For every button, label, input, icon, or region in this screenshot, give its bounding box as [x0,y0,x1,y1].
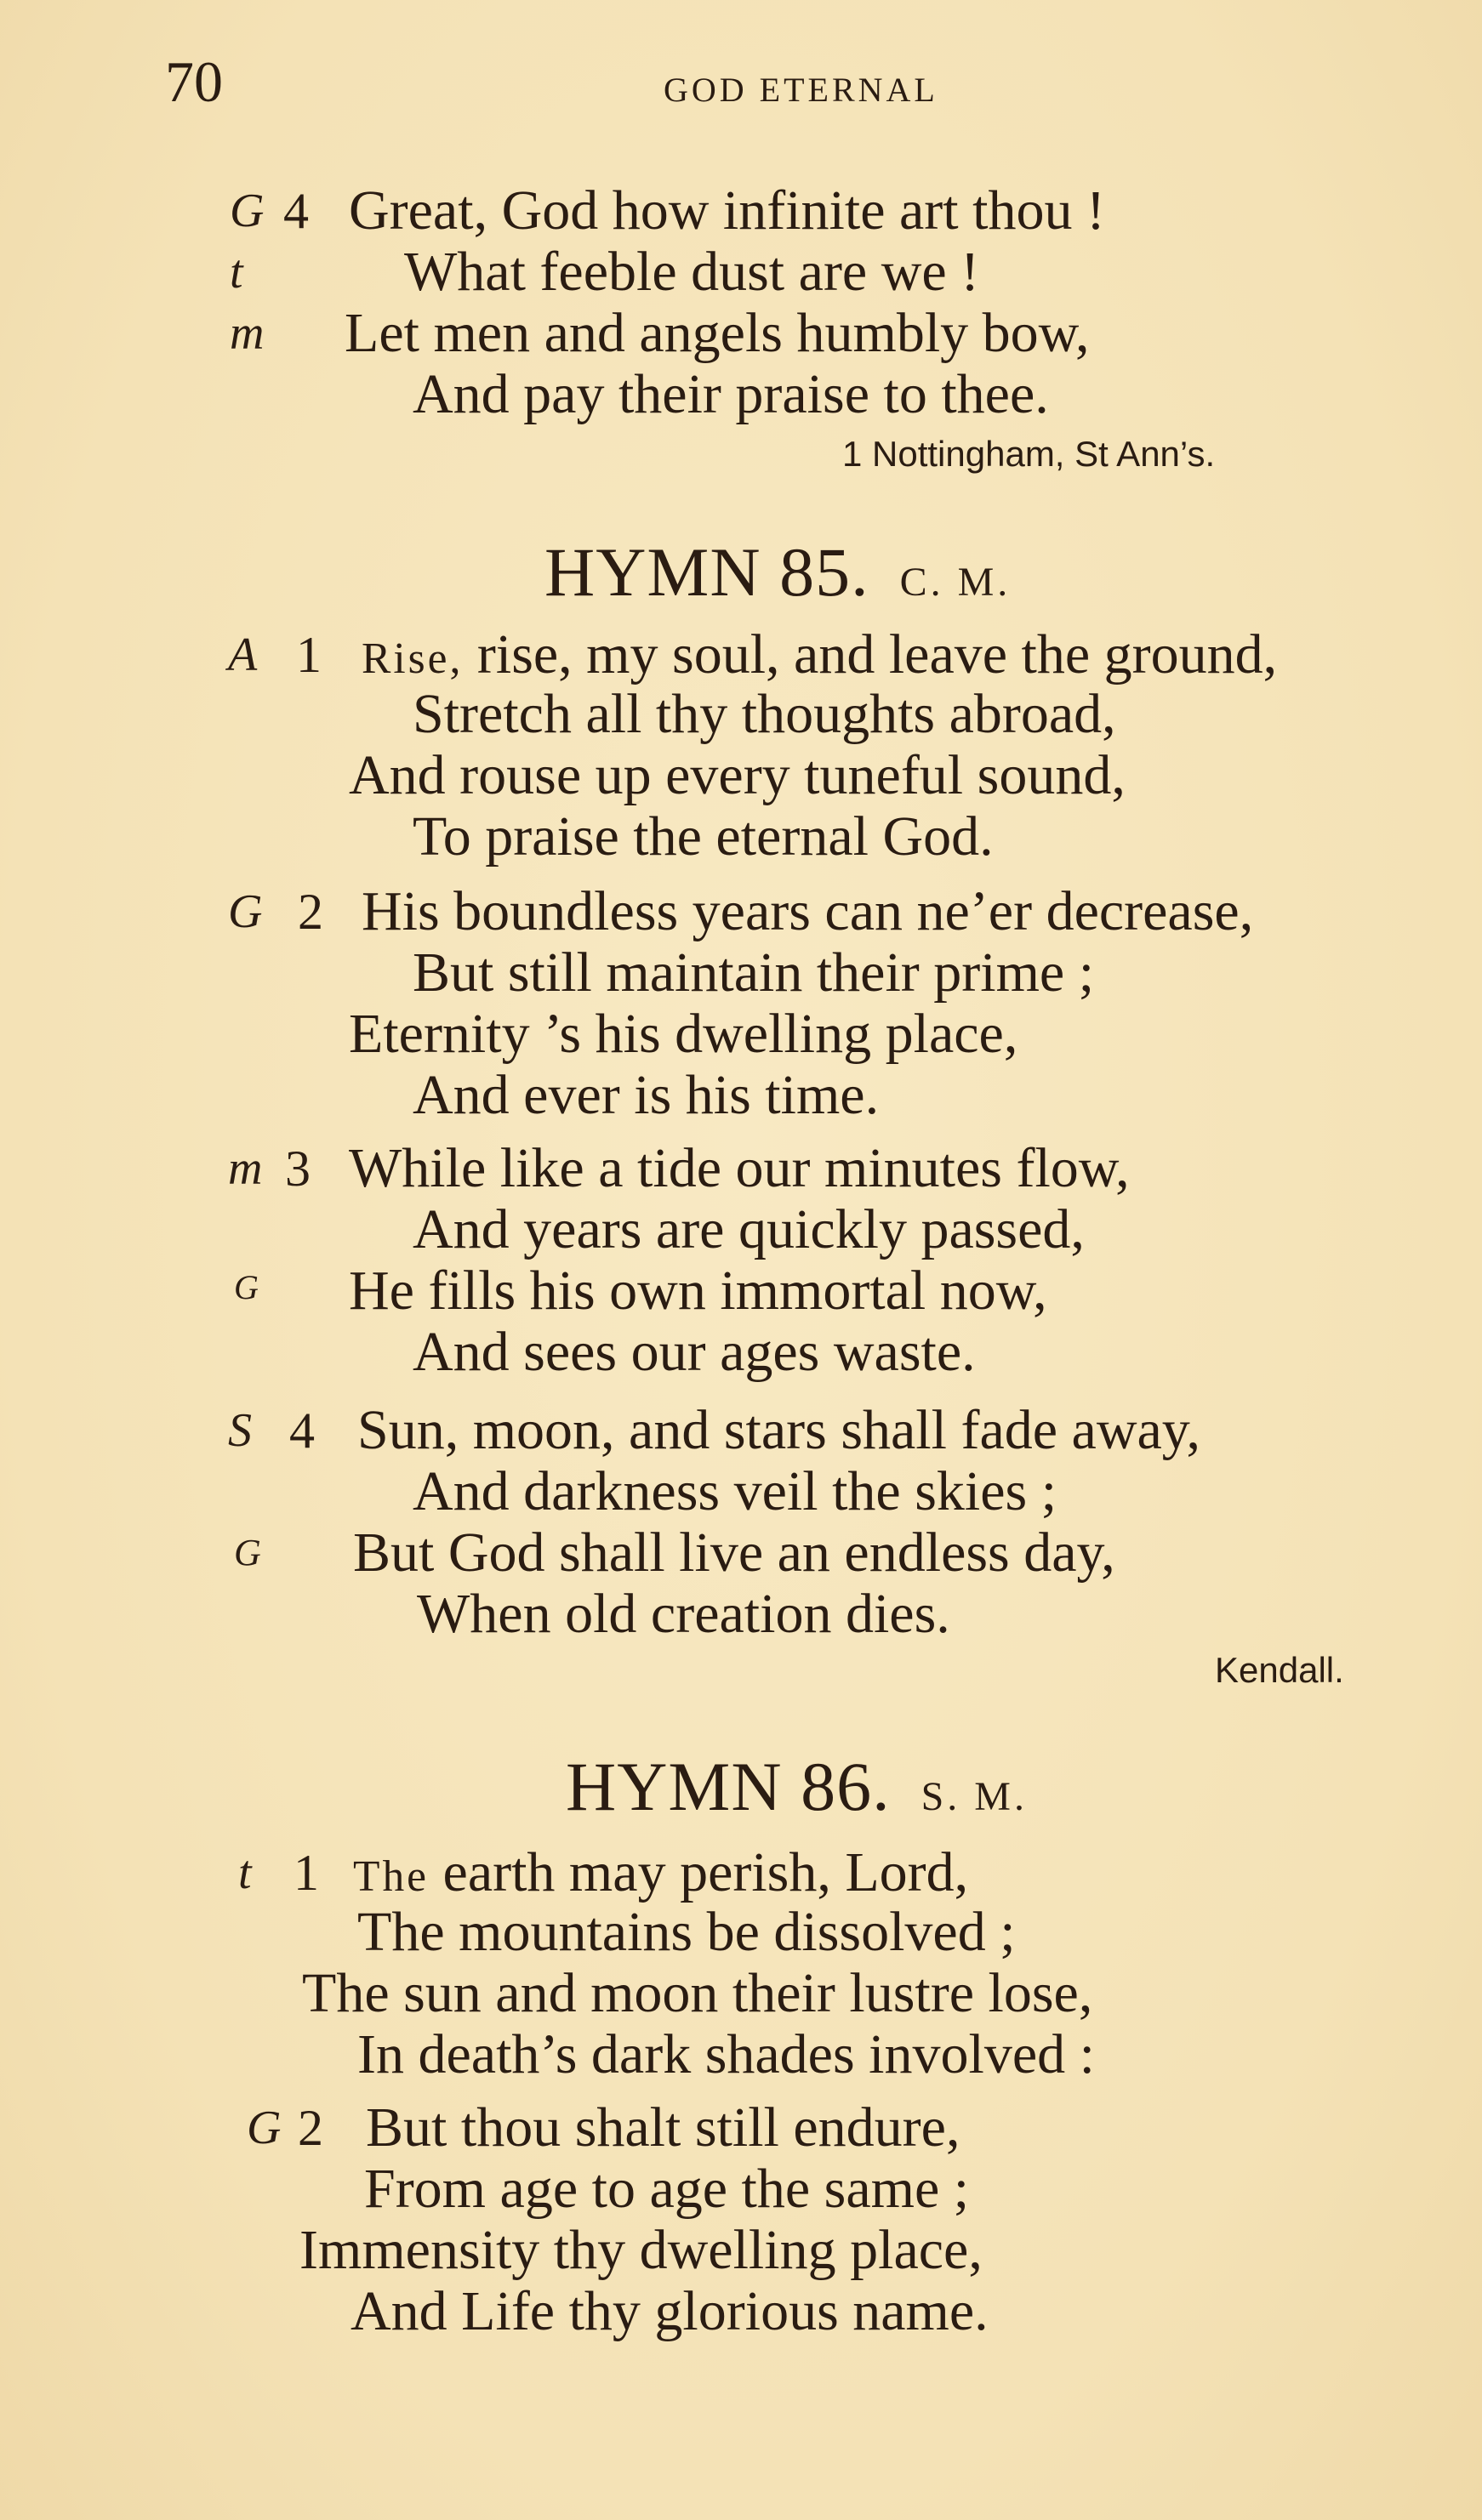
verse-line: Eternity ’s his dwelling place, [349,1003,1018,1065]
performance-mark: G [234,1268,259,1306]
performance-mark: t [238,1846,252,1899]
page-header [0,49,1482,121]
performance-mark: G [247,2102,282,2154]
performance-mark: G [228,885,263,938]
hymn-number: HYMN 85. [544,533,869,611]
verse-line: Great, God how infinite art thou ! [349,179,1105,242]
verse-line: What feeble dust are we ! [404,241,980,303]
performance-mark: S [228,1404,252,1457]
verse-line: The sun and moon their lustre lose, [302,1962,1093,2024]
verse-line: And ever is his time. [413,1064,880,1126]
verse-line: Immensity thy dwelling place, [299,2219,983,2281]
verse-line: But still maintain their prime ; [413,941,1095,1004]
verse-line: While like a tide our minutes flow, [349,1137,1130,1199]
hymn-meter: S. M. [921,1774,1028,1819]
verse-line: And Life thy glorious name. [351,2280,989,2342]
performance-mark: G [230,185,265,237]
hymn-meter: C. M. [899,560,1012,605]
verse-line [353,1842,968,1908]
verse-line: And pay their praise to thee. [413,363,1049,425]
stanza-number: 2 [298,2100,323,2156]
performance-mark: t [230,246,243,299]
verse-line: And years are quickly passed, [413,1198,1085,1260]
performance-mark: m [230,307,265,360]
verse-line: From age to age the same ; [364,2158,970,2220]
verse-line [362,624,1277,690]
stanza-number: 4 [289,1402,315,1459]
verse-line: And sees our ages waste. [413,1321,976,1383]
verse-line: Stretch all thy thoughts abroad, [413,683,1116,745]
stanza-number: 4 [283,183,309,239]
verse-line: But thou shalt still endure, [366,2096,960,2159]
verse-line: Let men and angels humbly bow, [345,302,1090,364]
verse-line: The mountains be dissolved ; [357,1901,1016,1963]
verse-line-rest: rise, my soul, and leave the ground, [463,623,1278,685]
initial-word: Rise, [362,634,464,683]
performance-mark: G [234,1532,261,1573]
tune-name: Kendall. [1215,1650,1344,1690]
stanza-number: 1 [294,1845,319,1901]
verse-line: And rouse up every tuneful sound, [349,744,1126,806]
performance-mark: m [228,1142,263,1195]
hymn-title [566,1749,1028,1835]
verse-line: And darkness veil the skies ; [413,1460,1057,1522]
tune-name: 1 Nottingham, St Ann’s. [842,434,1216,474]
verse-line: To praise the eternal God. [413,805,994,867]
running-title: GOD ETERNAL [664,71,938,109]
hymn-number: HYMN 86. [566,1748,891,1825]
verse-line: He fills his own immortal now, [349,1260,1047,1322]
verse-line: His boundless years can ne’er decrease, [362,880,1254,942]
hymn-title [544,534,1011,621]
verse-line: In death’s dark shades involved : [357,2023,1095,2085]
performance-mark: A [228,629,258,681]
verse-line: Sun, moon, and stars shall fade away, [357,1399,1200,1461]
verse-line-rest: earth may perish, Lord, [429,1841,969,1903]
page-number: 70 [165,49,223,114]
stanza-number: 1 [296,627,322,683]
initial-word: The [353,1852,430,1901]
verse-line: But God shall live an endless day, [353,1522,1115,1584]
verse-line: When old creation dies. [417,1583,950,1645]
stanza-number: 3 [285,1141,311,1197]
stanza-number: 2 [298,884,323,940]
